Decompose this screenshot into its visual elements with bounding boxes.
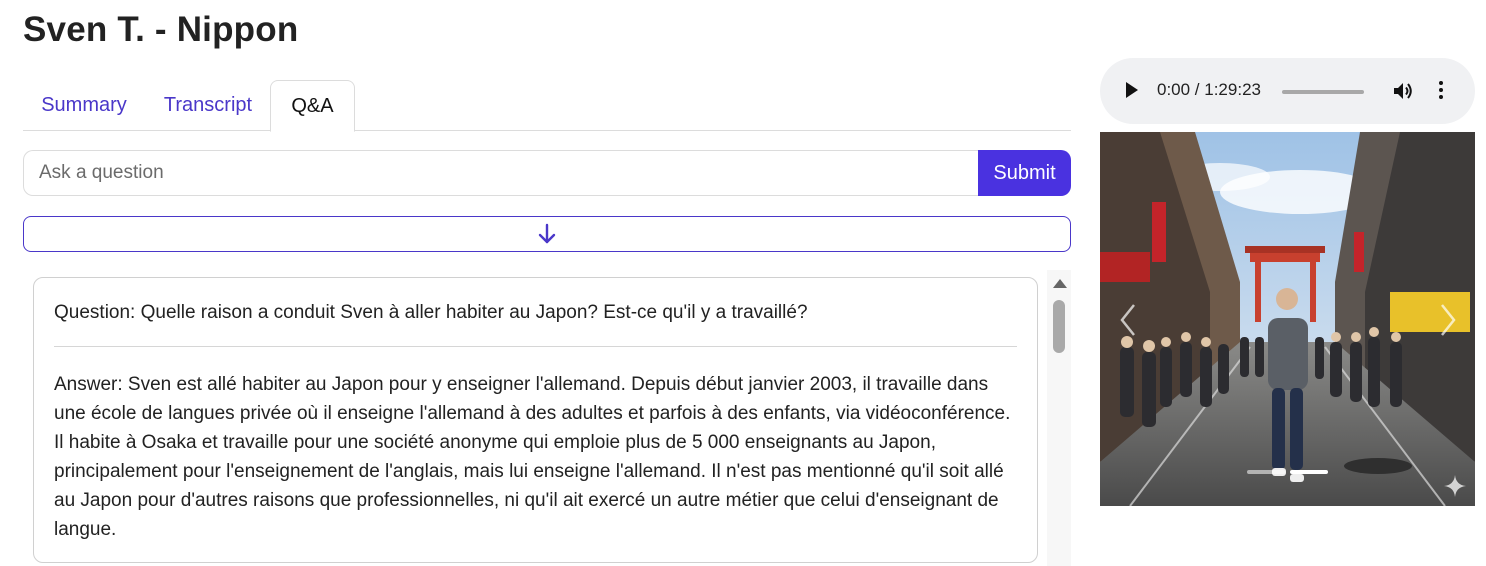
carousel-next-icon[interactable] (1438, 302, 1458, 338)
ask-form (23, 150, 1071, 196)
page-title: Sven T. - Nippon (23, 10, 299, 49)
tab-transcript[interactable]: Transcript (163, 94, 253, 116)
question-text: Question: Quelle raison a conduit Sven à aller habiter au Japon? Est-ce qu'il y a travaillé? (54, 302, 808, 323)
carousel-dot-2[interactable] (1290, 470, 1328, 474)
tab-bar (23, 80, 1071, 131)
arrow-down-icon (537, 223, 557, 245)
audio-player (1100, 58, 1475, 124)
tab-qa[interactable]: Q&A (270, 80, 355, 132)
scroll-down-button[interactable] (23, 216, 1071, 252)
qa-panel (23, 270, 1071, 566)
scrollbar-thumb[interactable] (1053, 300, 1065, 353)
scroll-up-arrow-icon[interactable] (1053, 279, 1067, 288)
play-icon[interactable] (1126, 82, 1138, 98)
audio-time: 0:00 / 1:29:23 (1157, 80, 1261, 99)
volume-icon[interactable] (1392, 80, 1414, 102)
answer-text: Answer: Sven est allé habiter au Japon pour y enseigner l'allemand. Depuis début janvier 2003, il travaille dans une école de langues privée où il enseigne l'allemand à des adultes et parfois à des enfants, via vidéoconférence. Il habite à Osaka et travaille pour une société anonyme qui emploie plus de 5 000 enseignants au Japon, principalement pour l'enseignement de l'anglais, mais lui enseigne l'allemand. Il n'est pas mentionné qu'il soit allé au Japon pour d'autres raisons que professionnelles, ni qu'il ait exercé un autre métier que celui d'enseignant de langue. (54, 374, 1011, 540)
image-carousel (1100, 132, 1475, 506)
submit-button[interactable]: Submit (978, 150, 1071, 196)
scrollbar[interactable] (1047, 270, 1071, 566)
carousel-prev-icon[interactable] (1118, 302, 1138, 338)
carousel-dot-1[interactable] (1247, 470, 1285, 474)
street-photo (1100, 132, 1475, 506)
more-options-icon[interactable] (1438, 81, 1444, 102)
tab-summary[interactable]: Summary (41, 94, 127, 116)
qa-card (33, 277, 1038, 563)
divider (54, 346, 1017, 347)
sparkle-icon (1443, 474, 1467, 498)
audio-progress-track[interactable] (1282, 90, 1364, 94)
question-input[interactable] (23, 150, 980, 196)
